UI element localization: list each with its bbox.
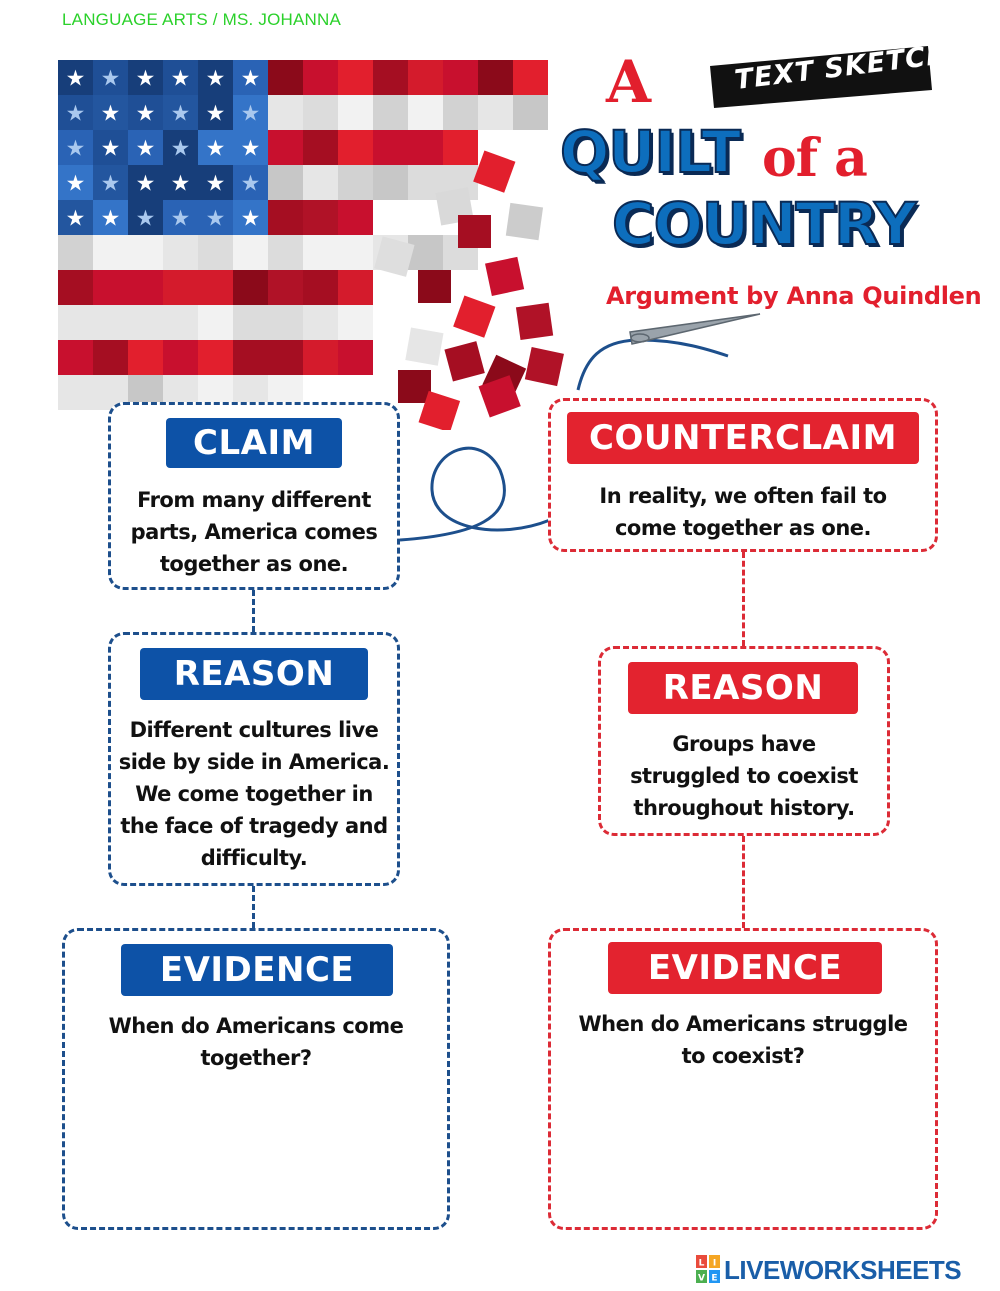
- liveworksheets-watermark: LIVEWORKSHEETS: [724, 1255, 962, 1285]
- svg-text:★: ★: [135, 206, 156, 232]
- claim-evidence-connector: [252, 886, 255, 928]
- counter-reason-connector: [742, 552, 745, 646]
- claim-text: From many different parts, America comes together as one.: [130, 488, 378, 576]
- claim-evidence-prompt: When do Americans come together?: [108, 1014, 404, 1070]
- title-country: COUNTRY: [612, 190, 916, 258]
- claim-reason-connector: [252, 590, 255, 632]
- svg-text:★: ★: [240, 66, 261, 92]
- svg-text:★: ★: [135, 171, 156, 197]
- claim-evidence-label: EVIDENCE: [121, 944, 393, 996]
- claim-reason-label: REASON: [140, 648, 368, 700]
- counterclaim-text: In reality, we often fail to come together as one.: [599, 484, 887, 540]
- title-quilt: QUILT: [560, 118, 740, 186]
- svg-text:★: ★: [240, 136, 261, 162]
- title-a: A: [606, 48, 652, 116]
- text-sketch-label: TEXT SKETCH: [732, 38, 952, 97]
- svg-text:★: ★: [65, 171, 86, 197]
- claim-reason-text: Different cultures live side by side in America. We come together in the face of tragedy and difficulty.: [118, 718, 390, 870]
- svg-text:★: ★: [170, 171, 191, 197]
- counter-evidence-label: EVIDENCE: [608, 942, 882, 994]
- svg-text:★: ★: [100, 206, 121, 232]
- svg-text:★: ★: [205, 206, 226, 232]
- counter-evidence-prompt: When do Americans struggle to coexist?: [578, 1012, 908, 1068]
- svg-text:★: ★: [100, 101, 121, 127]
- counter-reason-label: REASON: [628, 662, 858, 714]
- svg-text:★: ★: [170, 101, 191, 127]
- svg-text:★: ★: [65, 66, 86, 92]
- svg-text:★: ★: [205, 101, 226, 127]
- svg-text:★: ★: [100, 66, 121, 92]
- author-line: Argument by Anna Quindlen: [606, 282, 982, 310]
- logo-letter-v: V: [698, 1273, 705, 1284]
- course-header: LANGUAGE ARTS / MS. JOHANNA: [62, 10, 342, 29]
- counterclaim-label: COUNTERCLAIM: [567, 412, 919, 464]
- svg-text:★: ★: [170, 136, 191, 162]
- svg-text:★: ★: [65, 101, 86, 127]
- svg-text:★: ★: [205, 136, 226, 162]
- svg-text:★: ★: [205, 171, 226, 197]
- svg-text:★: ★: [205, 66, 226, 92]
- svg-text:★: ★: [240, 206, 261, 232]
- counter-evidence-connector: [742, 836, 745, 928]
- svg-text:★: ★: [170, 206, 191, 232]
- svg-text:★: ★: [240, 171, 261, 197]
- svg-text:★: ★: [135, 66, 156, 92]
- svg-text:★: ★: [170, 66, 191, 92]
- title-of-a: of a: [762, 128, 867, 189]
- svg-text:★: ★: [100, 171, 121, 197]
- liveworksheets-logo-icon: [696, 1255, 722, 1285]
- svg-text:★: ★: [65, 206, 86, 232]
- claim-label: CLAIM: [166, 418, 342, 468]
- logo-letter-i: I: [712, 1258, 717, 1269]
- svg-text:★: ★: [135, 136, 156, 162]
- svg-text:★: ★: [240, 101, 261, 127]
- logo-letter-e: E: [711, 1273, 718, 1284]
- svg-text:★: ★: [65, 136, 86, 162]
- counter-reason-text: Groups have struggled to coexist throughout history.: [630, 732, 858, 820]
- logo-letter-l: L: [698, 1258, 705, 1269]
- svg-text:★: ★: [100, 136, 121, 162]
- svg-text:★: ★: [135, 101, 156, 127]
